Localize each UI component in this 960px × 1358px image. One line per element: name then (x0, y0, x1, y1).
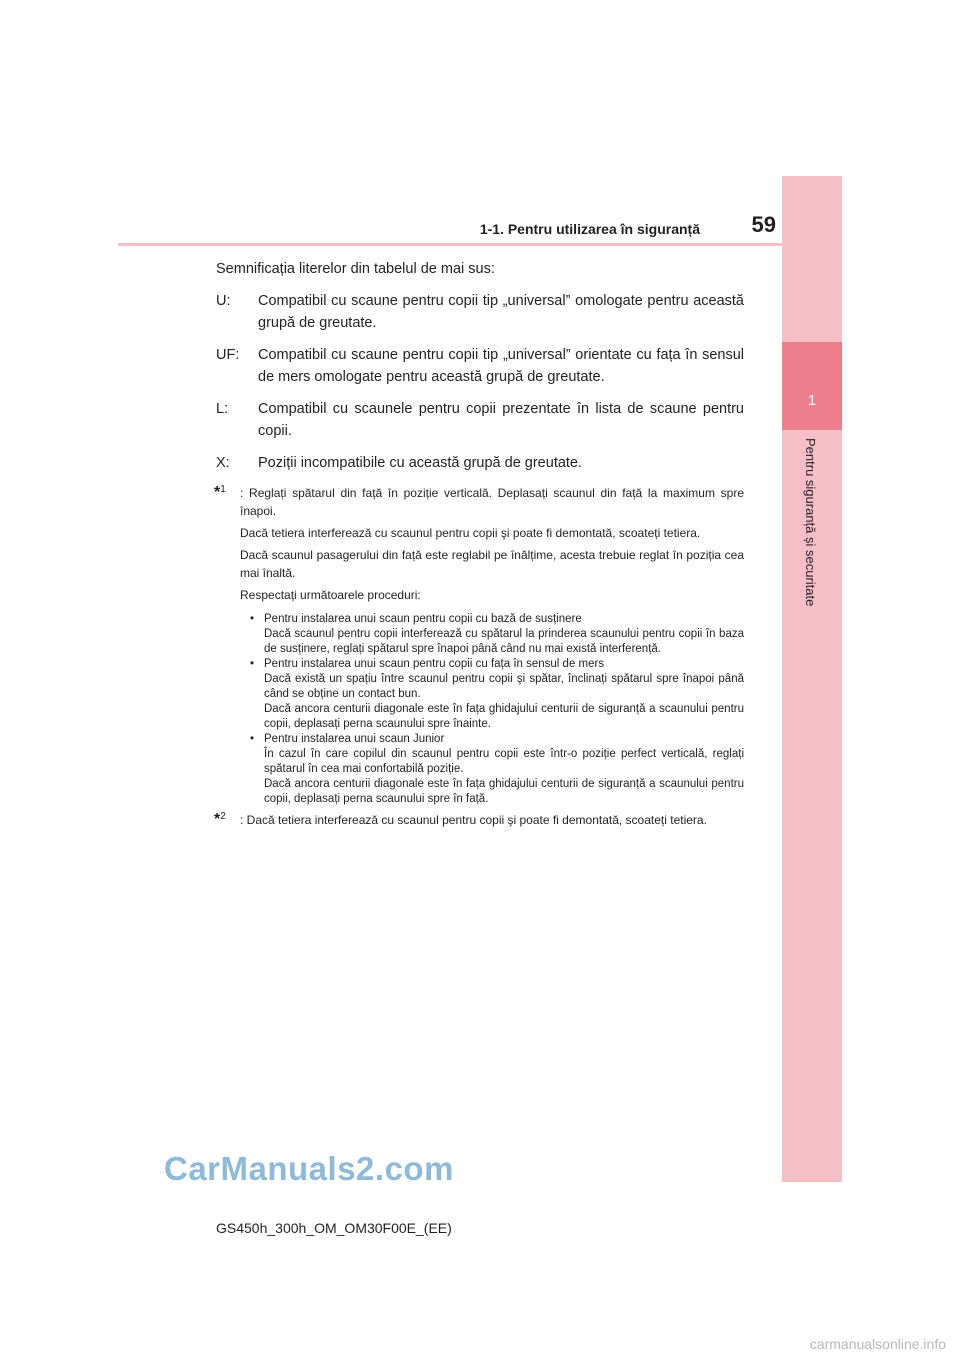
definition-l (216, 398, 744, 442)
chapter-tab (782, 342, 842, 430)
definition-code: X: (216, 455, 230, 471)
list-item-text: În cazul în care copilul din scaunul pentru copii este într-o poziție perfect verticală, reglați spătarul în cea mai confortabilă poziție. (264, 748, 744, 775)
footnote-paragraph: Dacă tetiera interferează cu scaunul pentru copii şi poate fi demontată, scoateți tetiera. (240, 526, 701, 540)
footnote-1 (216, 484, 744, 807)
definition-code: L: (216, 401, 229, 417)
definition-text: Poziții incompatibile cu această grupă de greutate. (258, 455, 583, 471)
definition-x (216, 452, 744, 474)
definition-uf (216, 344, 744, 388)
definition-code: UF: (216, 347, 240, 363)
header-divider (118, 243, 842, 246)
watermark-logo: CarManuals2.com (164, 1150, 454, 1187)
definition-text: Compatibil cu scaune pentru copii tip „universal” orientate cu fața în sensul de mers omologate pentru această grupă de greutate. (258, 347, 744, 385)
footnote-paragraph: Dacă scaunul pasagerului din față este reglabil pe înălțime, acesta trebuie reglat în poziția cea mai înaltă. (240, 548, 744, 580)
definition-text: Compatibil cu scaune pentru copii tip „universal” omologate pentru această grupă de greutate. (258, 293, 744, 331)
footnote-2 (216, 811, 744, 829)
procedure-list (250, 612, 744, 807)
footnote-paragraph: : Dacă tetiera interferează cu scaunul pentru copii şi poate fi demontată, scoateți tetiera. (240, 813, 707, 827)
definition-code: U: (216, 293, 231, 309)
list-item-title: Pentru instalarea unui scaun pentru copii cu bază de susținere (264, 613, 582, 625)
chapter-title: Pentru siguranță și securitate (803, 438, 818, 607)
list-item-text: Dacă scaunul pentru copii interferează cu spătarul la prinderea scaunului pentru copii în baza de susținere, reglați spătarul spre înapoi până când nu mai există interferență. (264, 628, 744, 655)
list-item-text: Dacă ancora centurii diagonale este în fața ghidajului centurii de siguranță a scaunului pentru copii, deplasați perna scaunului spre înainte. (264, 703, 744, 730)
list-item-text: Dacă există un spațiu între scaunul pentru copii şi spătar, înclinați spătarul spre înapoi până când se obține un contact bun. (264, 673, 744, 700)
definition-u (216, 290, 744, 334)
list-item: • Pentru instalarea unui scaun pentru copii cu fața în sensul de mers Dacă există un spațiu între scaunul pentru copii şi spătar, înclinați spătarul spre înapoi până când se obține un contact bun. Dacă ancora centurii diagonale este în fața ghidajului centurii de siguranță a scaunului pentru copii, deplasați perna scaunului spre înainte. (250, 658, 744, 730)
list-item-title: Pentru instalarea unui scaun pentru copii cu fața în sensul de mers (264, 658, 605, 670)
list-item: • Pentru instalarea unui scaun pentru copii cu bază de susținere Dacă scaunul pentru copii interferează cu spătarul la prinderea scaunului pentru copii în baza de susținere, reglați spătarul spre înapoi până când nu mai există interferență. (250, 613, 744, 655)
side-tab-strip (782, 176, 842, 1182)
list-item-text: Dacă ancora centurii diagonale este în fața ghidajului centurii de siguranță a scaunului pentru copii, deplasați perna scaunului spre în față. (264, 778, 744, 805)
footnote-marker: *$^2$ (214, 811, 226, 828)
list-item: • Pentru instalarea unui scaun Junior În cazul în care copilul din scaunul pentru copii este într-o poziție perfect verticală, reglați spătarul în cea mai confortabilă poziție. Dacă ancora centurii diagonale este în fața ghidajului centurii de siguranță a scaunului pentru copii, deplasați perna scaunului spre în față. (250, 733, 744, 805)
footnote-paragraph: Respectați următoarele proceduri: (240, 588, 421, 602)
footnote-marker: *$^1$ (214, 484, 226, 501)
model-code: GS450h_300h_OM_OM30F00E_(EE) (216, 1220, 452, 1236)
page-number: 59 (751, 212, 776, 237)
chapter-number: 1 (807, 392, 817, 409)
section-title: 1-1. Pentru utilizarea în siguranță (479, 221, 700, 237)
intro-text: Semnificația literelor din tabelul de mai sus: (216, 261, 495, 277)
definition-text: Compatibil cu scaunele pentru copii prezentate în lista de scaune pentru copii. (258, 401, 744, 439)
watermark-site: carmanualsonline.info (809, 1336, 946, 1352)
page-body (216, 258, 744, 833)
footnote-paragraph: : Reglați spătarul din față în poziție verticală. Deplasați scaunul din față la maximum spre înapoi. (240, 486, 744, 518)
list-item-title: Pentru instalarea unui scaun Junior (264, 733, 445, 745)
